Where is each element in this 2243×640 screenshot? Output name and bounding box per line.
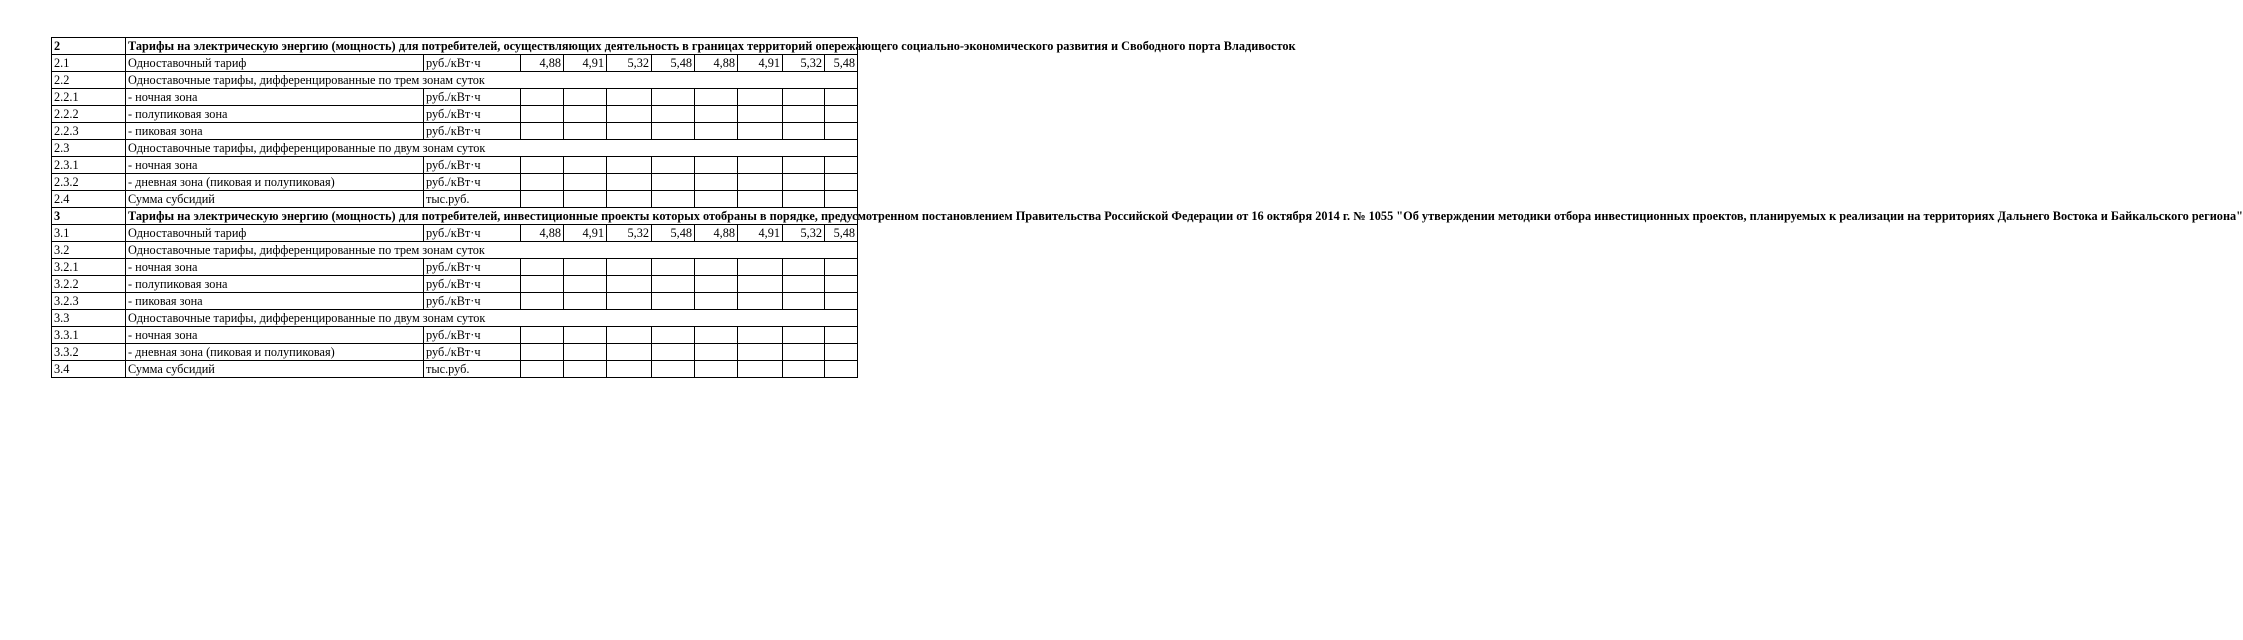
value-cell xyxy=(521,259,564,276)
value-cell xyxy=(783,293,825,310)
tariff-row xyxy=(52,225,858,242)
value-cell xyxy=(738,174,783,191)
value-cell xyxy=(652,174,695,191)
value-cell: 4,91 xyxy=(564,225,607,242)
value-cell: 4,88 xyxy=(521,225,564,242)
value-cell xyxy=(564,361,607,378)
value-cell xyxy=(521,174,564,191)
value-cell xyxy=(652,123,695,140)
value-cell xyxy=(564,276,607,293)
group-row xyxy=(52,140,858,157)
value-cell xyxy=(695,361,738,378)
value-cell xyxy=(738,327,783,344)
tariff-row xyxy=(52,157,858,174)
row-number: 3.3.2 xyxy=(52,344,126,361)
value-cell xyxy=(783,174,825,191)
row-name: - пиковая зона xyxy=(126,293,424,310)
value-cell xyxy=(738,344,783,361)
value-cell xyxy=(521,106,564,123)
group-label: Одноставочные тарифы, дифференцированные по трем зонам суток xyxy=(126,72,858,89)
value-cell xyxy=(564,157,607,174)
tariff-row xyxy=(52,55,858,72)
tariff-row xyxy=(52,327,858,344)
row-number: 3.2.2 xyxy=(52,276,126,293)
value-cell xyxy=(783,259,825,276)
section-title: Тарифы на электрическую энергию (мощность) для потребителей, осуществляющих деятельность в границах территорий опережающего социально-экономического развития и Свободного порта Владивосток xyxy=(126,38,858,55)
tariff-row xyxy=(52,191,858,208)
row-number: 2.2 xyxy=(52,72,126,89)
value-cell xyxy=(564,174,607,191)
tariff-row xyxy=(52,259,858,276)
value-cell xyxy=(652,344,695,361)
row-name: - ночная зона xyxy=(126,89,424,106)
row-number: 2.1 xyxy=(52,55,126,72)
value-cell xyxy=(825,259,858,276)
value-cell xyxy=(738,293,783,310)
value-cell: 5,48 xyxy=(825,225,858,242)
row-unit: руб./кВт·ч xyxy=(424,259,521,276)
row-name: - дневная зона (пиковая и полупиковая) xyxy=(126,344,424,361)
row-name: - полупиковая зона xyxy=(126,276,424,293)
value-cell xyxy=(607,361,652,378)
value-cell xyxy=(825,89,858,106)
value-cell xyxy=(825,327,858,344)
value-cell xyxy=(695,123,738,140)
row-number: 2.2.1 xyxy=(52,89,126,106)
value-cell xyxy=(607,327,652,344)
row-unit: тыс.руб. xyxy=(424,191,521,208)
value-cell xyxy=(783,157,825,174)
value-cell xyxy=(738,259,783,276)
value-cell: 4,88 xyxy=(695,55,738,72)
value-cell xyxy=(564,344,607,361)
value-cell: 4,88 xyxy=(521,55,564,72)
value-cell xyxy=(825,361,858,378)
value-cell xyxy=(652,361,695,378)
value-cell xyxy=(783,89,825,106)
value-cell xyxy=(564,259,607,276)
row-name: - ночная зона xyxy=(126,327,424,344)
row-number: 3.2.3 xyxy=(52,293,126,310)
value-cell xyxy=(695,293,738,310)
value-cell xyxy=(564,191,607,208)
value-cell xyxy=(695,89,738,106)
value-cell xyxy=(652,276,695,293)
group-label: Одноставочные тарифы, дифференцированные по двум зонам суток xyxy=(126,310,858,327)
row-unit: руб./кВт·ч xyxy=(424,123,521,140)
row-number: 3.4 xyxy=(52,361,126,378)
value-cell xyxy=(783,327,825,344)
value-cell xyxy=(607,157,652,174)
row-name: Сумма субсидий xyxy=(126,191,424,208)
row-name: - ночная зона xyxy=(126,157,424,174)
value-cell: 5,32 xyxy=(607,225,652,242)
value-cell xyxy=(738,276,783,293)
value-cell xyxy=(783,361,825,378)
value-cell xyxy=(695,327,738,344)
value-cell xyxy=(607,123,652,140)
value-cell xyxy=(825,106,858,123)
row-number: 3.1 xyxy=(52,225,126,242)
value-cell xyxy=(521,276,564,293)
row-unit: руб./кВт·ч xyxy=(424,55,521,72)
row-name: - полупиковая зона xyxy=(126,106,424,123)
row-name: Одноставочный тариф xyxy=(126,55,424,72)
value-cell xyxy=(783,106,825,123)
row-name: Одноставочный тариф xyxy=(126,225,424,242)
tariff-row xyxy=(52,344,858,361)
section-number: 2 xyxy=(52,38,126,55)
value-cell: 5,32 xyxy=(783,225,825,242)
value-cell xyxy=(652,191,695,208)
value-cell xyxy=(825,157,858,174)
value-cell xyxy=(652,89,695,106)
value-cell xyxy=(607,293,652,310)
value-cell xyxy=(825,344,858,361)
row-unit: руб./кВт·ч xyxy=(424,174,521,191)
value-cell xyxy=(607,276,652,293)
value-cell xyxy=(521,89,564,106)
value-cell xyxy=(521,191,564,208)
row-number: 3.2 xyxy=(52,242,126,259)
value-cell xyxy=(564,106,607,123)
row-number: 2.2.2 xyxy=(52,106,126,123)
value-cell xyxy=(825,191,858,208)
tariff-row xyxy=(52,276,858,293)
row-unit: тыс.руб. xyxy=(424,361,521,378)
value-cell xyxy=(695,157,738,174)
row-unit: руб./кВт·ч xyxy=(424,89,521,106)
group-row xyxy=(52,310,858,327)
row-name: - ночная зона xyxy=(126,259,424,276)
value-cell xyxy=(825,123,858,140)
value-cell xyxy=(695,106,738,123)
value-cell xyxy=(607,174,652,191)
value-cell xyxy=(564,327,607,344)
row-name: Сумма субсидий xyxy=(126,361,424,378)
row-unit: руб./кВт·ч xyxy=(424,276,521,293)
value-cell xyxy=(825,293,858,310)
tariff-row xyxy=(52,361,858,378)
tariff-row xyxy=(52,123,858,140)
tariff-row xyxy=(52,89,858,106)
tariff-table xyxy=(51,37,2243,378)
value-cell xyxy=(695,191,738,208)
value-cell: 5,32 xyxy=(783,55,825,72)
section-header-row xyxy=(52,208,858,225)
row-number: 2.4 xyxy=(52,191,126,208)
section-header-row xyxy=(52,38,858,55)
value-cell xyxy=(783,123,825,140)
section-number: 3 xyxy=(52,208,126,225)
value-cell xyxy=(783,191,825,208)
value-cell xyxy=(738,89,783,106)
value-cell xyxy=(738,361,783,378)
group-label: Одноставочные тарифы, дифференцированные по двум зонам суток xyxy=(126,140,858,157)
group-label: Одноставочные тарифы, дифференцированные по трем зонам суток xyxy=(126,242,858,259)
value-cell: 4,91 xyxy=(564,55,607,72)
value-cell xyxy=(695,174,738,191)
row-unit: руб./кВт·ч xyxy=(424,106,521,123)
row-unit: руб./кВт·ч xyxy=(424,293,521,310)
row-number: 3.3 xyxy=(52,310,126,327)
row-number: 2.3.1 xyxy=(52,157,126,174)
value-cell: 4,91 xyxy=(738,55,783,72)
row-unit: руб./кВт·ч xyxy=(424,225,521,242)
value-cell xyxy=(652,106,695,123)
value-cell xyxy=(652,327,695,344)
value-cell xyxy=(564,89,607,106)
value-cell: 4,91 xyxy=(738,225,783,242)
value-cell xyxy=(607,191,652,208)
value-cell xyxy=(521,344,564,361)
value-cell xyxy=(521,157,564,174)
row-unit: руб./кВт·ч xyxy=(424,344,521,361)
value-cell xyxy=(652,259,695,276)
value-cell xyxy=(607,89,652,106)
value-cell: 5,32 xyxy=(607,55,652,72)
row-unit: руб./кВт·ч xyxy=(424,157,521,174)
value-cell xyxy=(521,327,564,344)
group-row xyxy=(52,72,858,89)
row-name: - пиковая зона xyxy=(126,123,424,140)
tariff-row xyxy=(52,174,858,191)
row-number: 2.2.3 xyxy=(52,123,126,140)
value-cell xyxy=(652,293,695,310)
row-unit: руб./кВт·ч xyxy=(424,327,521,344)
value-cell xyxy=(564,123,607,140)
value-cell: 4,88 xyxy=(695,225,738,242)
row-name: - дневная зона (пиковая и полупиковая) xyxy=(126,174,424,191)
value-cell xyxy=(695,259,738,276)
value-cell xyxy=(738,123,783,140)
value-cell xyxy=(521,293,564,310)
value-cell xyxy=(783,276,825,293)
tariff-table-body xyxy=(52,38,2243,378)
section-title: Тарифы на электрическую энергию (мощность) для потребителей, инвестиционные проекты которых отобраны в порядке, предусмотренном постановлением Правительства Российской Федерации от 16 октября 2014 г. № 1055 "Об утверждении методики отбора инвестиционных проектов, планируемых к реализации на территориях Дальнего Востока и Байкальского региона" xyxy=(126,208,858,225)
value-cell xyxy=(652,157,695,174)
value-cell xyxy=(738,106,783,123)
value-cell xyxy=(825,174,858,191)
group-row xyxy=(52,242,858,259)
value-cell xyxy=(738,157,783,174)
value-cell: 5,48 xyxy=(652,55,695,72)
value-cell xyxy=(783,344,825,361)
value-cell xyxy=(521,361,564,378)
value-cell xyxy=(695,276,738,293)
row-number: 2.3 xyxy=(52,140,126,157)
value-cell xyxy=(695,344,738,361)
value-cell xyxy=(825,276,858,293)
row-number: 3.2.1 xyxy=(52,259,126,276)
value-cell xyxy=(607,106,652,123)
value-cell xyxy=(607,344,652,361)
tariff-row xyxy=(52,106,858,123)
value-cell xyxy=(738,191,783,208)
row-number: 3.3.1 xyxy=(52,327,126,344)
value-cell xyxy=(521,123,564,140)
tariff-row xyxy=(52,293,858,310)
value-cell: 5,48 xyxy=(825,55,858,72)
value-cell: 5,48 xyxy=(652,225,695,242)
value-cell xyxy=(607,259,652,276)
value-cell xyxy=(564,293,607,310)
row-number: 2.3.2 xyxy=(52,174,126,191)
